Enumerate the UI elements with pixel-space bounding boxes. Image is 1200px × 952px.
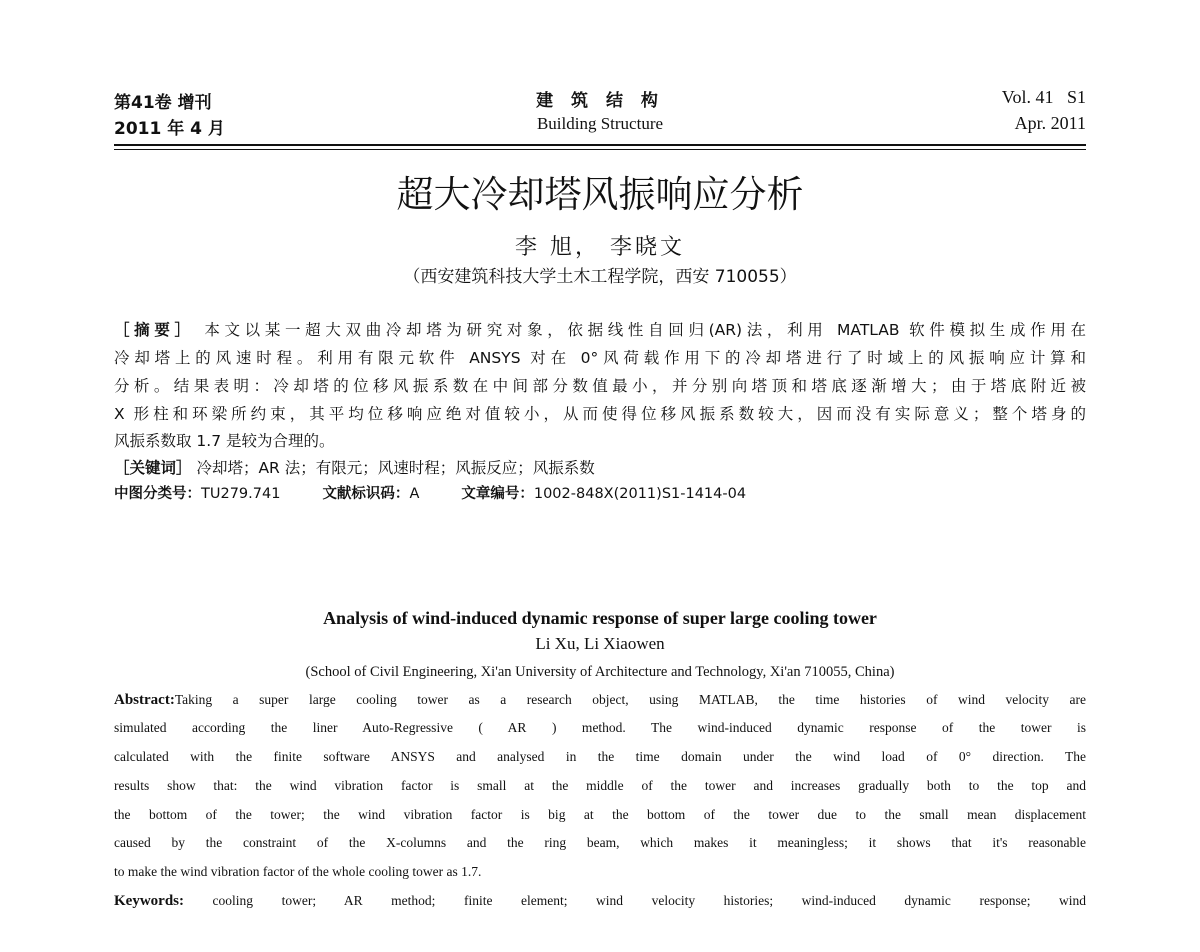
abstract-en-line: results show that: the wind vibration factor is small at the middle of the tower and increases gradually both to the top and <box>114 778 1086 793</box>
authors-en: Li Xu, Li Xiaowen <box>535 634 665 653</box>
keywords-cn <box>114 456 1086 478</box>
volume-issue: 第41卷 增刊 <box>114 93 212 113</box>
authors-cn: 李 旭， 李晓文 <box>515 235 685 260</box>
abstract-en-text: Taking a super large cooling tower as a research object, using MATLAB, the time histories of wind velocity are <box>174 692 1086 707</box>
keywords-cn-text: 冷却塔；AR 法；有限元；风速时程；风振反应；风振系数 <box>196 459 595 477</box>
abstract-en-line: calculated with the finite software ANSYS and analysed in the time domain under the wind load of 0° direction. The <box>114 749 1086 764</box>
publication-date-en: Apr. 2011 <box>1014 113 1086 133</box>
journal-name-cn: 建 筑 结 构 <box>536 91 664 111</box>
header-rule <box>114 144 1086 146</box>
keywords-en-text: cooling tower; AR method; finite element; wind velocity histories; wind-induced dynamic response; wind <box>212 893 1086 908</box>
abstract-label-cn: ［摘要］ <box>114 321 195 339</box>
journal-name-en: Building Structure <box>536 114 664 133</box>
paper-title-cn: 超大冷却塔风振响应分析 <box>396 173 804 216</box>
abstract-en-line: caused by the constraint of the X-columns and the ring beam, which makes it meaningless; it shows that it's reasonable <box>114 835 1086 850</box>
abstract-cn-text: 本文以某一超大双曲冷却塔为研究对象，依据线性自回归(AR)法，利用 MATLAB 软件模拟生成作用在 <box>204 321 1086 339</box>
clc-value: TU279.741 <box>201 486 281 502</box>
header-rule-thin <box>114 149 1086 150</box>
abstract-en-line: to make the wind vibration factor of the whole cooling tower as 1.7. <box>114 864 482 879</box>
paper-title-en: Analysis of wind-induced dynamic response of super large cooling tower <box>323 608 877 628</box>
abstract-cn-line: X 形柱和环梁所约束，其平均位移响应绝对值较小，从而使得位移风振系数较大，因而没有实际意义；整个塔身的 <box>114 405 1086 423</box>
doc-code-label: 文献标识码： <box>322 486 410 502</box>
abstract-en-line <box>114 692 1086 709</box>
keywords-label-en: Keywords: <box>114 893 184 909</box>
article-no-value: 1002-848X(2011)S1-1414-04 <box>533 486 747 502</box>
abstract-cn-line <box>114 318 1086 340</box>
publication-date-cn: 2011 年 4 月 <box>114 119 225 139</box>
classification-line <box>114 482 1086 503</box>
volume-en: Vol. 41 S1 <box>1001 87 1086 107</box>
abstract-cn-line: 冷却塔上的风速时程。利用有限元软件 ANSYS 对在 0°风荷载作用下的冷却塔进行了时域上的风振响应计算和 <box>114 349 1086 367</box>
abstract-en-line: simulated according the liner Auto-Regressive ( AR ) method. The wind-induced dynamic response of the tower is <box>114 720 1086 735</box>
abstract-cn-line: 风振系数取 1.7 是较为合理的。 <box>114 432 335 450</box>
abstract-label-en: Abstract: <box>114 692 175 708</box>
keywords-en <box>114 893 1086 910</box>
doc-code-value: A <box>409 486 420 502</box>
abstract-cn-line: 分析。结果表明：冷却塔的位移风振系数在中间部分数值最小，并分别向塔顶和塔底逐渐增大；由于塔底附近被 <box>114 377 1086 395</box>
affiliation-en: (School of Civil Engineering, Xi'an University of Architecture and Technology, Xi'an 710055, China) <box>305 664 895 680</box>
abstract-en-line: the bottom of the tower; the wind vibration factor is big at the bottom of the tower due to the small mean displacement <box>114 807 1086 822</box>
keywords-label-cn: ［关键词］ <box>114 459 192 477</box>
affiliation-cn: （西安建筑科技大学土木工程学院，西安 710055） <box>403 267 797 287</box>
clc-label: 中图分类号： <box>114 486 201 502</box>
article-no-label: 文章编号： <box>461 486 534 502</box>
